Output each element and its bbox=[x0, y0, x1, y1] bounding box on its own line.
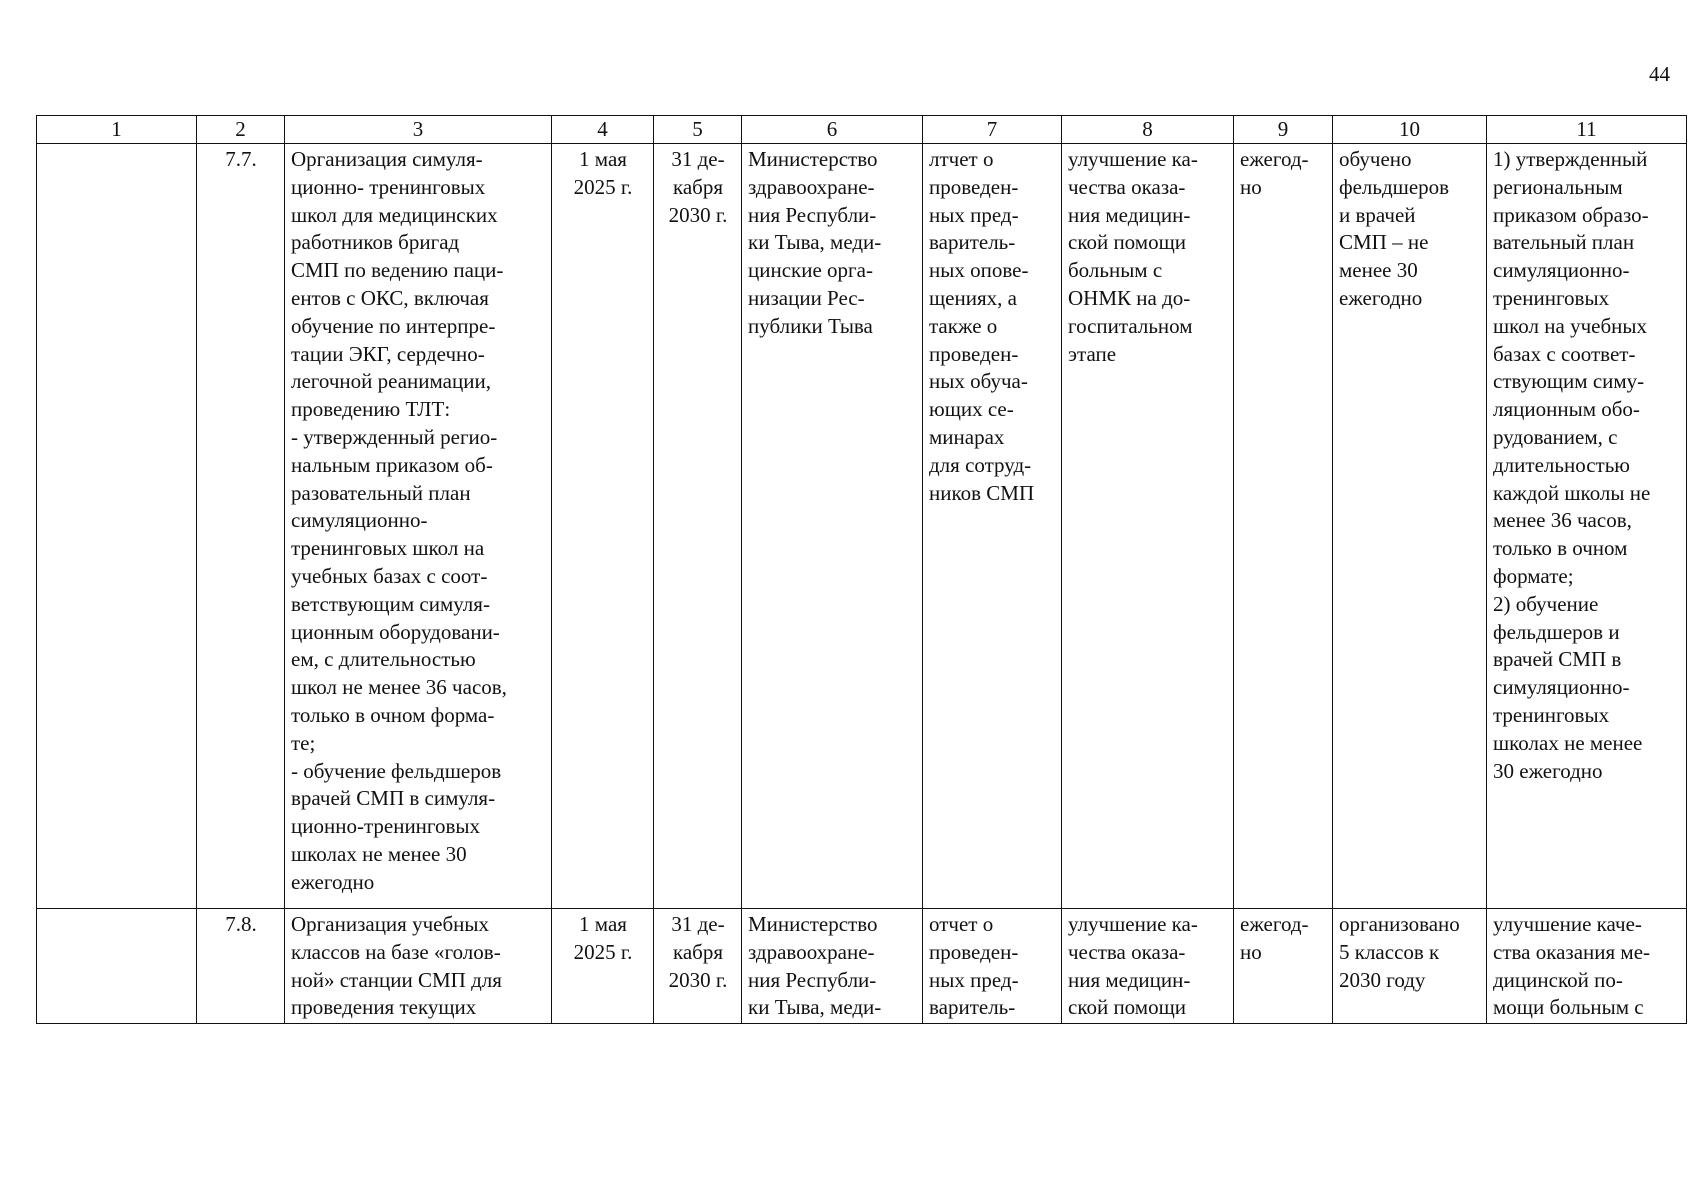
report-cell bbox=[923, 909, 1062, 1024]
text-line: базах с соответ- bbox=[1493, 341, 1636, 366]
text-line: ных пред- bbox=[929, 202, 1019, 227]
text-line: Организация учебных bbox=[291, 912, 489, 936]
text-line: но bbox=[1240, 174, 1262, 199]
indicator-cell bbox=[1333, 909, 1487, 1024]
text-line: 30 ежегодно bbox=[1493, 758, 1603, 783]
text-line: ющих се- bbox=[929, 397, 1014, 422]
text-line: тации ЭКГ, сердечно- bbox=[291, 341, 485, 366]
text-line: 2025 г. bbox=[573, 174, 633, 199]
header-cell: 9 bbox=[1234, 116, 1333, 144]
text-line: здравоохране- bbox=[748, 939, 875, 964]
start-date-cell bbox=[552, 144, 654, 909]
header-cell: 10 bbox=[1333, 116, 1487, 144]
end-date-cell bbox=[654, 909, 742, 1024]
text-line: проведен- bbox=[929, 341, 1019, 366]
header-cell: 4 bbox=[552, 116, 654, 144]
text-line: 2030 году bbox=[1339, 967, 1426, 992]
text-line: СМП – не bbox=[1339, 230, 1429, 255]
text-line: ентов с ОКС, включая bbox=[291, 285, 489, 310]
text-line: ной» станции СМП для bbox=[291, 967, 502, 992]
text-line: каждой школы не bbox=[1493, 480, 1651, 505]
result-cell bbox=[1062, 144, 1234, 909]
text-line: менее 36 часов, bbox=[1493, 508, 1632, 533]
text-line: проведен- bbox=[929, 174, 1019, 199]
text-line: 1) утвержденный bbox=[1493, 147, 1648, 171]
text-line: ния медицин- bbox=[1068, 967, 1191, 992]
text-line: те; bbox=[291, 730, 316, 755]
item-number: 7.8. bbox=[197, 909, 285, 1024]
text-line: 1 мая bbox=[579, 147, 627, 171]
header-cell: 2 bbox=[197, 116, 285, 144]
text-line: ных опове- bbox=[929, 258, 1029, 283]
text-line: тренинговых bbox=[1493, 702, 1610, 727]
header-row bbox=[37, 116, 1687, 144]
text-line: симуляционно- bbox=[1493, 258, 1630, 283]
description-cell bbox=[285, 144, 552, 909]
text-line: ния Республи- bbox=[748, 202, 877, 227]
text-line: работников бригад bbox=[291, 230, 460, 255]
text-line: - утвержденный регио- bbox=[291, 424, 498, 449]
text-line: организовано bbox=[1339, 912, 1460, 936]
text-line: ки Тыва, меди- bbox=[748, 230, 882, 255]
header-cell: 8 bbox=[1062, 116, 1234, 144]
text-line: СМП по ведению паци- bbox=[291, 258, 504, 283]
text-line: улучшение ка- bbox=[1068, 147, 1198, 171]
text-line: ционно-тренинговых bbox=[291, 814, 481, 839]
responsible-cell bbox=[742, 144, 923, 909]
page-number: 44 bbox=[1649, 62, 1670, 86]
text-line: проведению ТЛТ: bbox=[291, 397, 451, 422]
text-line: также о bbox=[929, 313, 998, 338]
text-line: варитель- bbox=[929, 230, 1016, 255]
text-line: ежегод- bbox=[1240, 912, 1309, 936]
period-cell bbox=[1234, 144, 1333, 909]
text-line: для сотруд- bbox=[929, 452, 1032, 477]
text-line: улучшение ка- bbox=[1068, 912, 1198, 936]
text-line: 31 де- bbox=[671, 147, 725, 171]
text-line: школ на учебных bbox=[1493, 313, 1647, 338]
text-line: ежегод- bbox=[1240, 147, 1309, 171]
text-line: цинские орга- bbox=[748, 258, 873, 283]
text-line: менее 30 bbox=[1339, 258, 1418, 283]
header-cell: 1 bbox=[37, 116, 197, 144]
result-cell bbox=[1062, 909, 1234, 1024]
text-line: вательный план bbox=[1493, 230, 1635, 255]
responsible-cell bbox=[742, 909, 923, 1024]
text-line: обучено bbox=[1339, 147, 1412, 171]
table-row bbox=[37, 909, 1687, 1024]
text-line: 2025 г. bbox=[573, 939, 633, 964]
text-line: 1 мая bbox=[579, 912, 627, 936]
text-line: улучшение каче- bbox=[1493, 912, 1642, 936]
text-line: легочной реанимации, bbox=[291, 369, 491, 394]
period-cell bbox=[1234, 909, 1333, 1024]
text-line: 31 де- bbox=[671, 912, 725, 936]
effect-cell bbox=[1487, 909, 1687, 1024]
start-date-cell bbox=[552, 909, 654, 1024]
text-line: фельдшеров и bbox=[1493, 619, 1620, 644]
text-line: рудованием, с bbox=[1493, 424, 1618, 449]
text-line: ской помощи bbox=[1068, 995, 1186, 1020]
text-line: врачей СМП в симуля- bbox=[291, 786, 496, 811]
text-line: симуляционно- bbox=[1493, 675, 1630, 700]
text-line: низации Рес- bbox=[748, 285, 865, 310]
effect-cell bbox=[1487, 144, 1687, 909]
text-line: учебных базах с соот- bbox=[291, 563, 488, 588]
text-line: этапе bbox=[1068, 341, 1117, 366]
text-line: классов на базе «голов- bbox=[291, 939, 501, 964]
header-cell: 11 bbox=[1487, 116, 1687, 144]
col1-cell bbox=[37, 909, 197, 1024]
text-line: тренинговых bbox=[1493, 285, 1610, 310]
text-line: Министерство bbox=[748, 147, 878, 171]
text-line: госпитальном bbox=[1068, 313, 1193, 338]
text-line: разовательный план bbox=[291, 480, 471, 505]
text-line: отчет о bbox=[929, 912, 994, 936]
text-line: щениях, а bbox=[929, 285, 1017, 310]
text-line: и врачей bbox=[1339, 202, 1416, 227]
text-line: варитель- bbox=[929, 995, 1016, 1020]
text-line: кабря bbox=[672, 939, 724, 964]
text-line: региональным bbox=[1493, 174, 1623, 199]
text-line: ки Тыва, меди- bbox=[748, 995, 882, 1020]
text-line: ных пред- bbox=[929, 967, 1019, 992]
text-line: ционно- тренинговых bbox=[291, 174, 486, 199]
indicator-cell bbox=[1333, 144, 1487, 909]
table-row bbox=[37, 144, 1687, 909]
col1-cell bbox=[37, 144, 197, 909]
plan-table bbox=[36, 115, 1687, 1024]
text-line: кабря bbox=[672, 174, 724, 199]
text-line: проведен- bbox=[929, 939, 1019, 964]
text-line: минарах bbox=[929, 424, 1005, 449]
text-line: публики Тыва bbox=[748, 313, 873, 338]
text-line: ствующим симу- bbox=[1493, 369, 1645, 394]
text-line: ных обуча- bbox=[929, 369, 1028, 394]
header-cell: 3 bbox=[285, 116, 552, 144]
text-line: 2) обучение bbox=[1493, 591, 1599, 616]
text-line: ОНМК на до- bbox=[1068, 285, 1191, 310]
text-line: ской помощи bbox=[1068, 230, 1186, 255]
text-line: здравоохране- bbox=[748, 174, 875, 199]
text-line: школах не менее bbox=[1493, 730, 1643, 755]
text-line: формате; bbox=[1493, 563, 1574, 588]
text-line: ния Республи- bbox=[748, 967, 877, 992]
end-date-cell bbox=[654, 144, 742, 909]
item-number: 7.7. bbox=[197, 144, 285, 909]
text-line: обучение по интерпре- bbox=[291, 313, 496, 338]
text-line: симуляционно- bbox=[291, 508, 428, 533]
report-cell bbox=[923, 144, 1062, 909]
text-line: лтчет о bbox=[929, 147, 994, 171]
text-line: ционным оборудовани- bbox=[291, 619, 500, 644]
text-line: проведения текущих bbox=[291, 995, 477, 1020]
text-line: нальным приказом об- bbox=[291, 452, 493, 477]
text-line: ежегодно bbox=[291, 869, 375, 894]
text-line: Организация симуля- bbox=[291, 147, 483, 171]
text-line: только в очном bbox=[1493, 536, 1628, 561]
text-line: ников СМП bbox=[929, 480, 1035, 505]
text-line: приказом образо- bbox=[1493, 202, 1649, 227]
text-line: врачей СМП в bbox=[1493, 647, 1622, 672]
text-line: мощи больным с bbox=[1493, 995, 1644, 1020]
text-line: дицинской по- bbox=[1493, 967, 1623, 992]
text-line: ства оказания ме- bbox=[1493, 939, 1651, 964]
text-line: длительностью bbox=[1493, 452, 1630, 477]
text-line: школах не менее 30 bbox=[291, 841, 467, 866]
header-cell: 5 bbox=[654, 116, 742, 144]
text-line: но bbox=[1240, 939, 1262, 964]
text-line: ежегодно bbox=[1339, 285, 1423, 310]
text-line: тренинговых школ на bbox=[291, 536, 485, 561]
text-line: ем, с длительностью bbox=[291, 647, 476, 672]
text-line: школ не менее 36 часов, bbox=[291, 675, 507, 700]
header-cell: 6 bbox=[742, 116, 923, 144]
text-line: Министерство bbox=[748, 912, 878, 936]
text-line: фельдшеров bbox=[1339, 174, 1450, 199]
text-line: школ для медицинских bbox=[291, 202, 498, 227]
description-cell bbox=[285, 909, 552, 1024]
text-line: чества оказа- bbox=[1068, 939, 1186, 964]
text-line: только в очном форма- bbox=[291, 702, 495, 727]
text-line: чества оказа- bbox=[1068, 174, 1186, 199]
header-cell: 7 bbox=[923, 116, 1062, 144]
text-line: 2030 г. bbox=[668, 967, 728, 992]
text-line: 2030 г. bbox=[668, 202, 728, 227]
text-line: ветствующим симуля- bbox=[291, 591, 490, 616]
text-line: больным с bbox=[1068, 258, 1163, 283]
text-line: 5 классов к bbox=[1339, 939, 1440, 964]
text-line: - обучение фельдшеров bbox=[291, 758, 502, 783]
text-line: ния медицин- bbox=[1068, 202, 1191, 227]
text-line: ляционным обо- bbox=[1493, 397, 1640, 422]
